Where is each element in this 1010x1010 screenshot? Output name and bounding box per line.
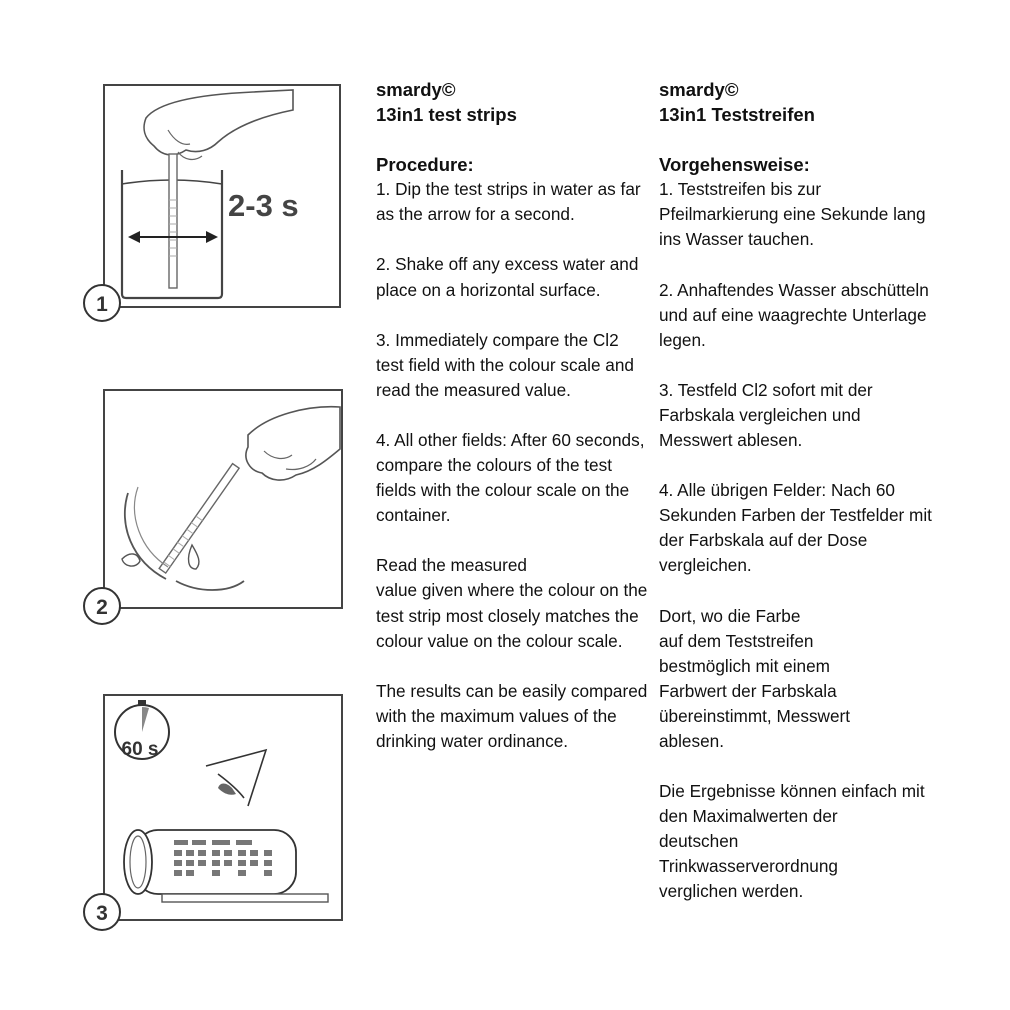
- step-number: 1: [96, 293, 108, 316]
- german-instructions: [659, 77, 934, 905]
- hand-icon: [144, 90, 293, 155]
- step-3-text: 3. Testfeld Cl2 sofort mit der Farbskala vergleichen und Messwert ablesen.: [659, 379, 873, 451]
- brand-title: smardy©: [659, 79, 739, 100]
- step-2-text: 2. Shake off any excess water and place on a horizontal surface.: [376, 254, 639, 300]
- brand-title: smardy©: [376, 79, 456, 100]
- results-note: The results can be easily compared with the maximum values of the drinking water ordinance.: [376, 680, 648, 751]
- procedure-heading: Vorgehensweise:: [659, 154, 810, 176]
- step-1-text: 1. Dip the test strips in water as far as the arrow for a second.: [376, 179, 641, 225]
- test-strip-icon: [159, 464, 239, 573]
- dip-strip-illustration: [78, 80, 358, 330]
- shake-strip-illustration: [78, 385, 358, 630]
- timer-label: 60 s: [121, 739, 159, 760]
- product-title: 13in1 test strips: [376, 104, 517, 126]
- procedure-heading: Procedure:: [376, 154, 474, 176]
- results-note: Die Ergebnisse können einfach mit den Maximalwerten der deutschen Trinkwasserverordnung verglichen werden.: [659, 781, 925, 902]
- step-4-text: 4. Alle übrigen Felder: Nach 60 Sekunden Farben der Testfelder mit der Farbskala auf der Dose vergleichen.: [659, 480, 932, 576]
- read-note: Read the measured value given where the colour on the test strip most closely matches the colour value on the colour scale.: [376, 555, 648, 651]
- step-number: 3: [96, 902, 108, 925]
- step-3-text: 3. Immediately compare the Cl2 test field with the colour scale and read the measured value.: [376, 329, 634, 400]
- illustration-step-2: [78, 385, 358, 630]
- english-instructions: [376, 77, 651, 754]
- test-strip-icon: [162, 894, 328, 902]
- eye-icon: [206, 750, 266, 806]
- step-2-text: 2. Anhaftendes Wasser abschütteln und auf eine waagrechte Unterlage legen.: [659, 279, 929, 350]
- step-4-text: 4. All other fields: After 60 seconds, compare the colours of the test fields with the colour scale on the container.: [376, 429, 645, 526]
- product-title: 13in1 Teststreifen: [659, 104, 815, 126]
- duration-label: 2-3 s: [228, 188, 299, 223]
- stopwatch-icon: [115, 700, 169, 760]
- test-strip-icon: [169, 154, 177, 288]
- illustration-step-3: [78, 690, 358, 940]
- illustration-step-1: [78, 80, 358, 330]
- water-drop-icon: [189, 545, 199, 569]
- step-1-text: 1. Teststreifen bis zur Pfeilmarkierung eine Sekunde lang ins Wasser tauchen.: [659, 179, 926, 250]
- step-number: 2: [96, 596, 108, 619]
- compare-colours-illustration: [78, 690, 358, 940]
- water-drop-icon: [122, 554, 140, 566]
- container-icon: [124, 830, 296, 894]
- read-note: Dort, wo die Farbe auf dem Teststreifen bestmöglich mit einem Farbwert der Farbskala übereinstimmt, Messwert ablesen.: [659, 605, 851, 751]
